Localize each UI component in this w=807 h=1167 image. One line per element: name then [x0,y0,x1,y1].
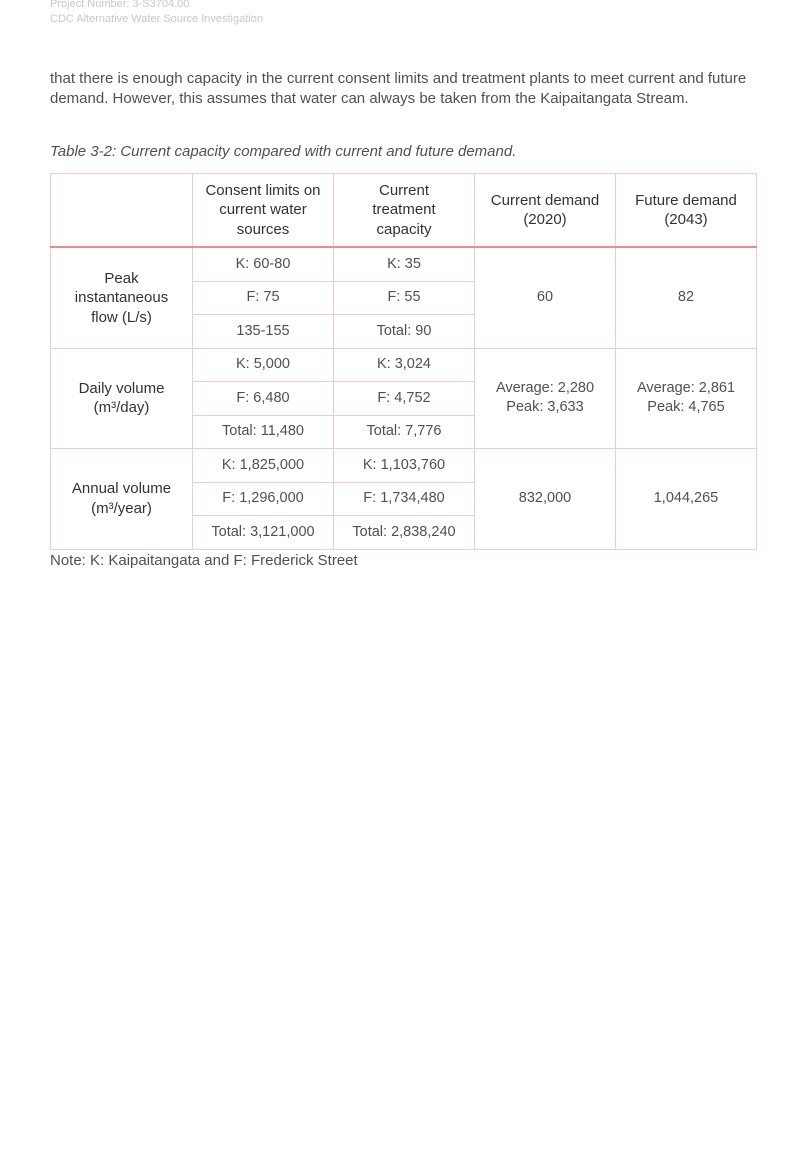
project-number: Project Number: 3-S3704.00 [50,0,190,10]
current-demand-value: 60 [536,289,554,305]
cell-future-demand [616,348,757,449]
cell-consent: F: 6,480 [193,382,334,416]
cell-treatment: Total: 7,776 [334,415,475,449]
header-blank [51,174,193,248]
cell-consent: K: 60-80 [193,247,334,281]
header-treatment-capacity: Current treatment capacity [334,174,475,248]
table-caption: Table 3-2: Current capacity compared with current and future demand. [50,143,517,160]
cell-treatment: F: 1,734,480 [334,482,475,516]
table-header-row [51,174,757,248]
cell-treatment: K: 3,024 [334,348,475,382]
cell-current-demand [475,348,616,449]
page-header [50,0,263,27]
capacity-table [50,173,757,550]
cell-consent: F: 1,296,000 [193,482,334,516]
cell-future-demand [616,247,757,348]
cell-consent: K: 1,825,000 [193,449,334,483]
table-row [51,348,757,382]
body-paragraph: that there is enough capacity in the current consent limits and treatment plants to meet current and future demand. However, this assumes that water can always be taken from the Kaipaitangata Stream. [50,70,747,107]
cell-current-demand [475,247,616,348]
cell-treatment: F: 55 [334,281,475,315]
cell-consent: F: 75 [193,281,334,315]
cell-consent: 135-155 [193,315,334,349]
table-row [51,247,757,281]
cell-treatment: K: 35 [334,247,475,281]
cell-treatment: K: 1,103,760 [334,449,475,483]
current-demand-peak: Peak: 3,633 [506,399,584,416]
current-demand-value: 832,000 [518,490,572,506]
header-future-demand: Future demand (2043) [616,174,757,248]
cell-future-demand [616,449,757,550]
cell-treatment: F: 4,752 [334,382,475,416]
future-demand-value: 82 [677,289,695,305]
cell-consent: Total: 11,480 [193,415,334,449]
future-demand-average: Average: 2,861 [636,379,736,396]
header-current-demand: Current demand (2020) [475,174,616,248]
table-row [51,449,757,483]
cell-consent: Total: 3,121,000 [193,516,334,550]
row-label-peak-flow: Peak instantaneous flow (L/s) [51,247,193,348]
cell-current-demand [475,449,616,550]
row-label-annual-volume: Annual volume (m³/year) [51,449,193,550]
cell-treatment: Total: 2,838,240 [334,516,475,550]
future-demand-peak: Peak: 4,765 [647,399,725,416]
project-name: CDC Alternative Water Source Investigation [50,13,263,25]
future-demand-value: 1,044,265 [653,490,719,506]
cell-treatment: Total: 90 [334,315,475,349]
row-label-daily-volume: Daily volume (m³/day) [51,348,193,449]
current-demand-average: Average: 2,280 [495,379,595,396]
header-consent-limits: Consent limits on current water sources [193,174,334,248]
cell-consent: K: 5,000 [193,348,334,382]
table-note: Note: K: Kaipaitangata and F: Frederick Street [50,552,358,569]
